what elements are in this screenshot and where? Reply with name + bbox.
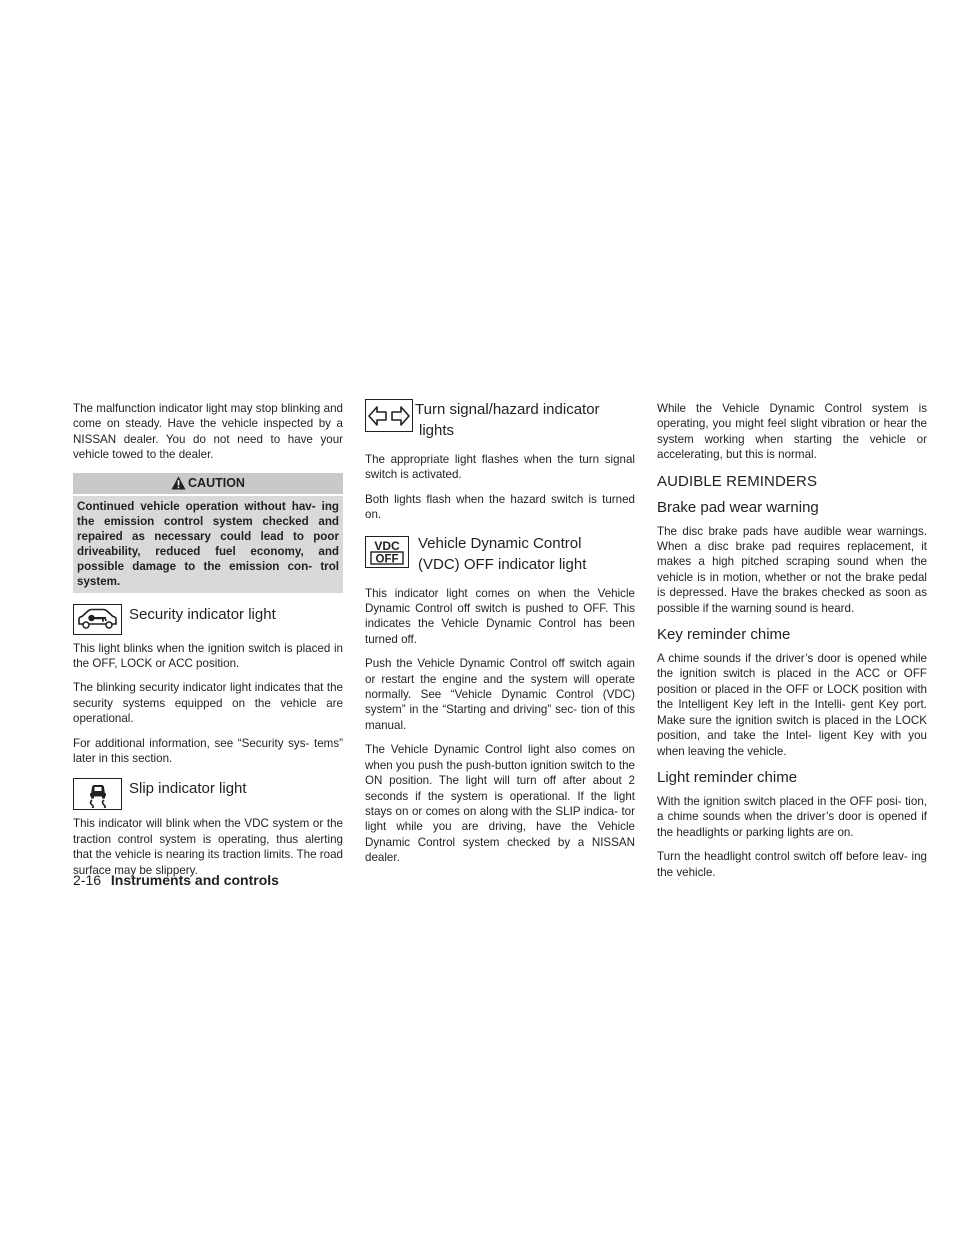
slip-heading	[73, 778, 343, 810]
turn-title-line-2: lights	[419, 422, 455, 439]
page-number: 2-16	[73, 872, 102, 888]
vdc-title-line-2: (VDC) OFF indicator light	[418, 555, 587, 573]
security-paragraph-3: For additional information, see “Security sys- tems” later in this section.	[73, 736, 343, 766]
slip-title: Slip indicator light	[129, 780, 247, 798]
brake-pad-paragraph: The disc brake pads have audible wear warnings. When a disc brake pad requires replacement, it makes a high pitched scraping sound when the vehicle is in motion, whether or not the brake pedal is depressed. Have the brakes checked as soon as possible if the warning sound is heard.	[657, 524, 927, 615]
security-icon-box	[73, 604, 122, 635]
vdc-title-line-1: Vehicle Dynamic Control	[418, 534, 582, 552]
caution-box	[73, 473, 343, 593]
brake-pad-title: Brake pad wear warning	[657, 498, 819, 516]
column-right	[657, 401, 927, 889]
key-reminder-title: Key reminder chime	[657, 626, 791, 644]
security-paragraph-2: The blinking security indicator light indicates that the security systems equipped on the vehicle are operational.	[73, 681, 343, 726]
vdc-heading	[365, 533, 635, 575]
turn-paragraph-1: The appropriate light flashes when the turn signal switch is activated.	[365, 453, 635, 482]
vdc-off-icon-box	[365, 536, 409, 568]
turn-icon-box	[365, 399, 413, 432]
turn-arrows-icon	[367, 403, 411, 429]
key-reminder-paragraph: A chime sounds if the driver’s door is opened while the ignition switch is placed in the ACC or OFF position or placed in the OFF or LOCK position with the Intelligent Key left in the Intelli- gent Key port. Make sure the ignition switch is placed in the LOCK position, and take the Intel- ligent Key with you when leaving the vehicle.	[657, 652, 927, 758]
vdc-paragraph-1: This indicator light comes on when the Vehicle Dynamic Control off switch is pushed to OFF. This indicates the Vehicle Dynamic Control has been turned off.	[365, 586, 635, 646]
caution-text: Continued vehicle operation without hav- ing the emission control system checked and repaired as necessary could lead to poor driveability, reduced fuel economy, and possible damage to the emission con- trol system.	[77, 499, 339, 588]
column-left	[73, 401, 343, 887]
light-reminder-title: Light reminder chime	[657, 768, 798, 786]
vdc-paragraph-2: Push the Vehicle Dynamic Control off switch again or restart the engine and the system will operate normally. See “Vehicle Dynamic Control (VDC) system” in the “Starting and driving” sec- tion of this manual.	[365, 657, 635, 732]
slip-paragraph: This indicator will blink when the VDC system or the traction control system is operating, thus alerting that the vehicle is nearing its traction limits. The road surface may be slippery.	[73, 817, 343, 877]
security-heading	[73, 604, 343, 635]
mil-paragraph: The malfunction indicator light may stop blinking and come on steady. Have the vehicle inspected by a NISSAN dealer. You do not need to have your vehicle towed to the dealer.	[73, 402, 343, 462]
column-middle	[365, 401, 635, 875]
turn-title	[415, 399, 600, 441]
caution-header	[73, 473, 343, 496]
turn-title-line-1: Turn signal/hazard indicator	[415, 401, 600, 418]
turn-paragraph-2: Both lights flash when the hazard switch is turned on.	[365, 492, 635, 522]
vdc-icon-text: VDC	[374, 538, 400, 553]
off-icon-text: OFF	[375, 553, 399, 565]
security-title: Security indicator light	[129, 605, 276, 623]
footer-section-name: Instruments and controls	[110, 872, 279, 888]
security-paragraph-1: This light blinks when the ignition switch is placed in the OFF, LOCK or ACC position.	[73, 641, 343, 671]
vdc-title	[418, 533, 586, 575]
page-footer	[73, 871, 279, 889]
vdc-paragraph-3: The Vehicle Dynamic Control light also comes on when you push the push-button ignition switch to the ON position. The light will turn off after about 2 seconds if the system is operational. If the light stays on or comes on along with the SLIP indica- tor light while you are driving, have the Vehicle Dynamic Control system checked by a NISSAN dealer.	[365, 743, 635, 865]
slip-icon-box	[73, 778, 122, 810]
car-key-icon	[76, 607, 119, 631]
caution-label: CAUTION	[188, 475, 245, 490]
light-reminder-paragraph-2: Turn the headlight control switch off before leav- ing the vehicle.	[657, 850, 927, 879]
audible-reminders-title: AUDIBLE REMINDERS	[657, 472, 818, 490]
vdc-normal-paragraph: While the Vehicle Dynamic Control system is operating, you might feel slight vibration or hear the system working when starting the vehicle or accelerating, but this is normal.	[657, 402, 927, 462]
light-reminder-paragraph-1: With the ignition switch placed in the OFF posi- tion, a chime sounds when the driver’s door is opened if the headlights or parking lights are on.	[657, 794, 927, 839]
skidding-car-icon	[85, 780, 111, 808]
turn-heading	[365, 399, 635, 441]
vdc-off-icon	[368, 539, 406, 565]
warning-triangle-icon	[171, 476, 186, 490]
